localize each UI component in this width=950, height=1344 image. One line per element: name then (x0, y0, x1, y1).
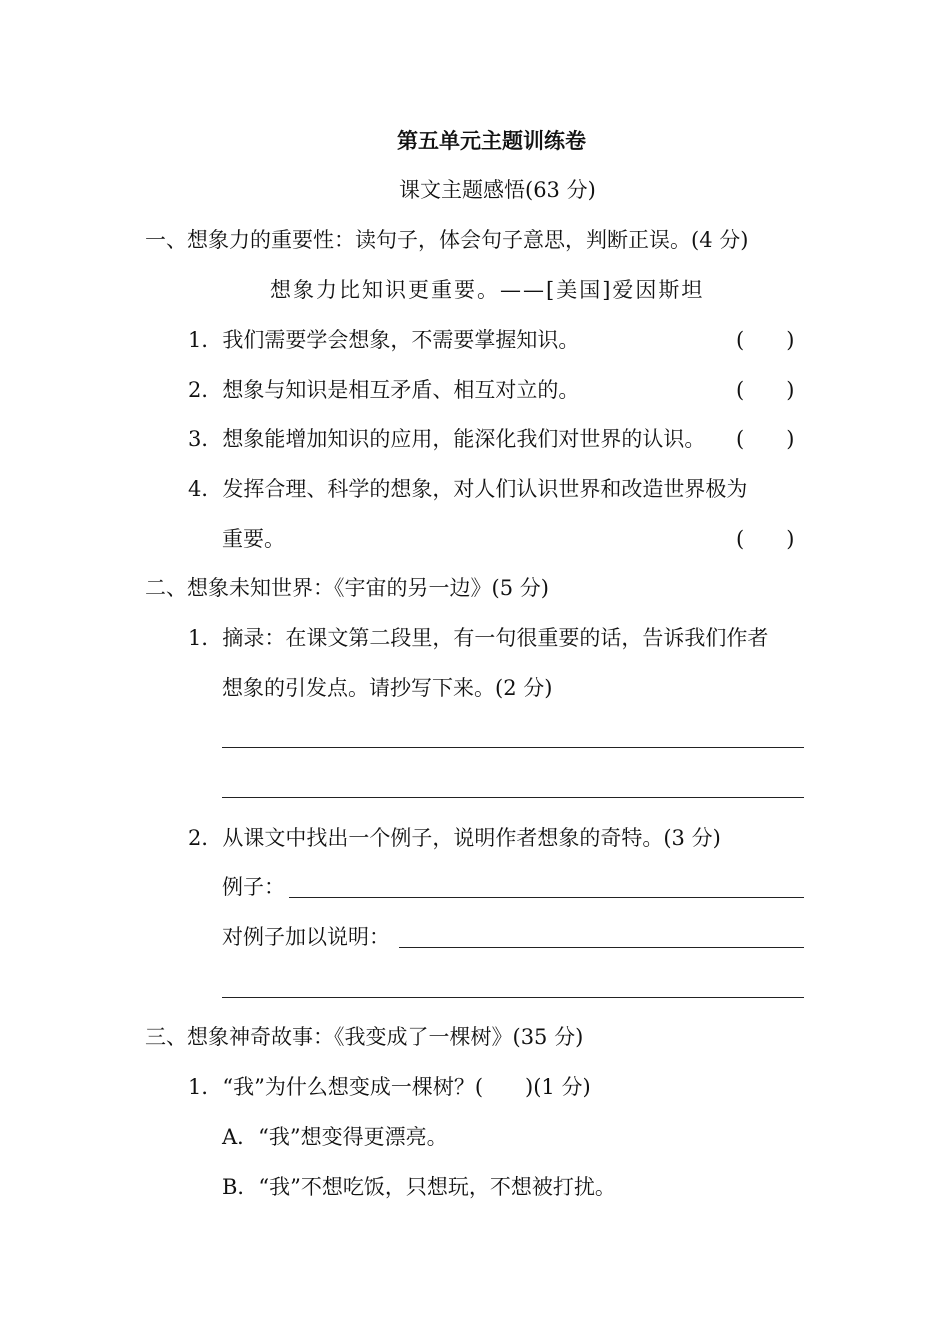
section1-quote: 想象力比知识更重要。——[美国]爱因斯坦 (270, 278, 705, 302)
page-title: 第五单元主题训练卷 (397, 128, 586, 153)
section1-item-1: 1．我们需要学会想象，不需要掌握知识。 (188, 328, 580, 352)
answer-paren-4[interactable]: ( ) (736, 527, 795, 551)
section3-q1: 1．“我”为什么想变成一棵树？( )(1 分) (188, 1075, 591, 1099)
explain-label: 对例子加以说明： (222, 925, 390, 949)
answer-paren-1[interactable]: ( ) (736, 328, 795, 352)
answer-paren-3[interactable]: ( ) (736, 427, 795, 451)
section2-heading: 二、想象未知世界：《宇宙的另一边》(5 分) (145, 576, 549, 600)
section2-q1-line1: 1．摘录：在课文第二段里，有一句很重要的话，告诉我们作者 (188, 626, 769, 650)
section1-item-3: 3．想象能增加知识的应用，能深化我们对世界的认识。 (188, 427, 706, 451)
answer-paren-2[interactable]: ( ) (736, 378, 795, 402)
answer-line[interactable] (222, 747, 804, 748)
section1-item-2: 2．想象与知识是相互矛盾、相互对立的。 (188, 378, 580, 402)
section3-heading: 三、想象神奇故事：《我变成了一棵树》(35 分) (145, 1025, 584, 1049)
section1-item-4: 4．发挥合理、科学的想象，对人们认识世界和改造世界极为 (188, 477, 748, 501)
answer-line[interactable] (222, 797, 804, 798)
section1-item-4-cont: 重要。 (222, 527, 285, 551)
answer-line[interactable] (222, 997, 804, 998)
option-b: B．“我”不想吃饭，只想玩，不想被打扰。 (222, 1175, 616, 1199)
example-answer-line[interactable] (289, 897, 804, 898)
section2-q2: 2．从课文中找出一个例子，说明作者想象的奇特。(3 分) (188, 826, 721, 850)
section1-heading: 一、想象力的重要性：读句子，体会句子意思，判断正误。(4 分) (145, 228, 749, 252)
explain-answer-line[interactable] (399, 947, 804, 948)
page-subtitle: 课文主题感悟(63 分) (399, 178, 596, 202)
option-a: A．“我”想变得更漂亮。 (222, 1125, 448, 1149)
example-label: 例子： (222, 875, 285, 899)
section2-q1-line2: 想象的引发点。请抄写下来。(2 分) (222, 676, 553, 700)
